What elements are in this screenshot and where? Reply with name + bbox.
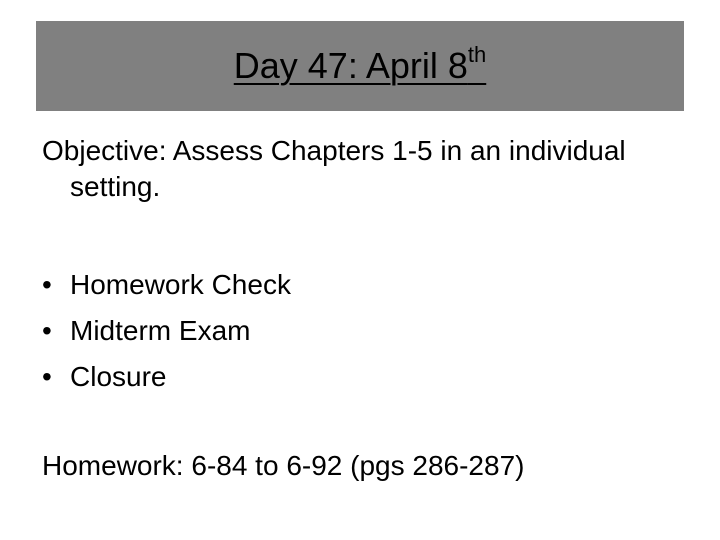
agenda-list [42,262,291,400]
agenda-item-label: Homework Check [70,269,291,300]
agenda-item-closure [42,354,291,400]
agenda-item-label: Closure [70,361,167,392]
bullet-icon: • [42,361,52,392]
bullet-icon: • [42,269,52,300]
agenda-item-midterm-exam [42,308,291,354]
slide-title-superscript: th [467,42,487,67]
agenda-item-label: Midterm Exam [70,315,251,346]
slide-title-text: Day 47: April 8 [233,45,468,86]
objective-text: Objective: Assess Chapters 1-5 in an individual setting. [42,135,626,202]
agenda-item-homework-check [42,262,291,308]
bullet-icon: • [42,315,52,346]
homework-text: Homework: 6-84 to 6-92 (pgs 286-287) [42,450,525,481]
slide-title [0,44,720,88]
